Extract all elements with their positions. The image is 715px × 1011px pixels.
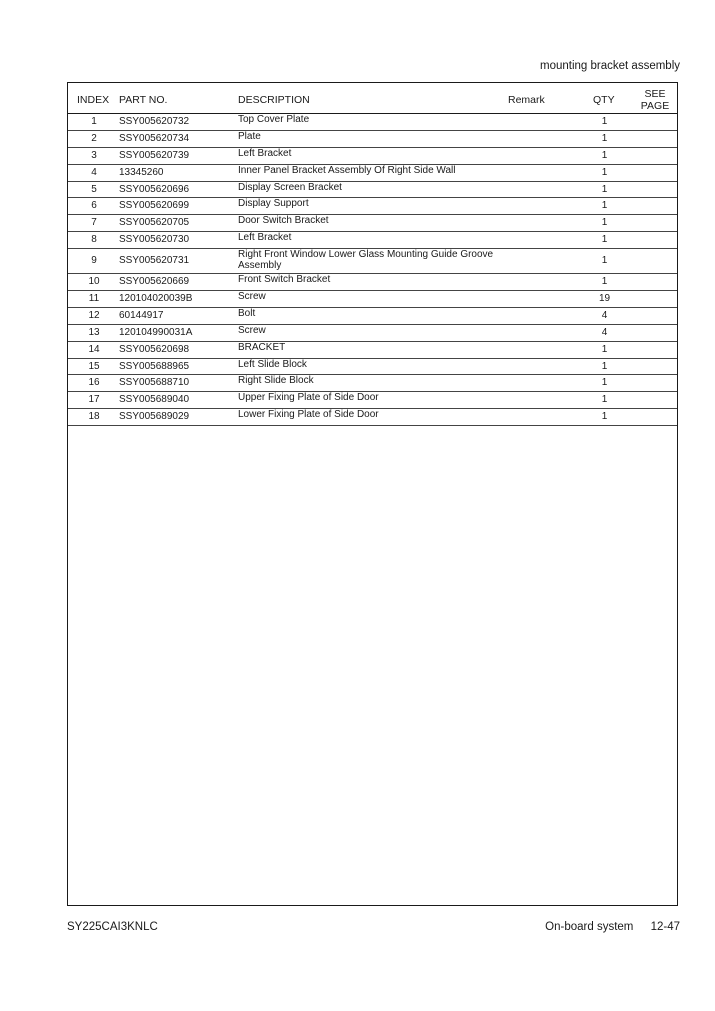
cell-description: Screw bbox=[238, 291, 266, 303]
cell-index: 18 bbox=[88, 411, 100, 423]
cell-part-no: SSY005620739 bbox=[119, 149, 190, 161]
table-row bbox=[68, 114, 677, 131]
cell-index: 9 bbox=[91, 255, 97, 267]
cell-description: Right Slide Block bbox=[238, 375, 314, 387]
column-header-part-no: PART NO. bbox=[119, 94, 168, 106]
cell-part-no: SSY005688710 bbox=[119, 377, 190, 389]
cell-qty: 1 bbox=[601, 360, 608, 372]
cell-index: 12 bbox=[88, 309, 100, 321]
cell-part-no: SSY005689040 bbox=[119, 394, 190, 406]
table-row bbox=[68, 131, 677, 148]
cell-index: 7 bbox=[91, 217, 97, 229]
cell-description: Plate bbox=[238, 130, 261, 142]
cell-part-no: SSY005688965 bbox=[119, 360, 190, 372]
cell-description: Upper Fixing Plate of Side Door bbox=[238, 392, 379, 404]
cell-index: 16 bbox=[88, 377, 100, 389]
cell-part-no: SSY005620731 bbox=[119, 255, 190, 267]
cell-part-no: 60144917 bbox=[119, 309, 164, 321]
cell-qty: 4 bbox=[601, 309, 608, 321]
cell-part-no: 120104990031A bbox=[119, 326, 193, 338]
column-header-description: DESCRIPTION bbox=[238, 94, 310, 106]
cell-qty: 1 bbox=[601, 394, 608, 406]
footer-page-number: 12-47 bbox=[650, 921, 680, 933]
table-row bbox=[68, 198, 677, 215]
table-header bbox=[68, 83, 677, 114]
cell-part-no: SSY005620730 bbox=[119, 234, 190, 246]
table-row bbox=[68, 182, 677, 199]
footer-right bbox=[545, 921, 680, 933]
cell-qty: 1 bbox=[601, 255, 608, 267]
see-page-line2: PAGE bbox=[640, 100, 670, 112]
column-header-see-page bbox=[633, 88, 677, 112]
cell-index: 6 bbox=[91, 200, 97, 212]
parts-table bbox=[67, 82, 678, 906]
table-row bbox=[68, 232, 677, 249]
table-row bbox=[68, 308, 677, 325]
see-page-line1: SEE bbox=[644, 88, 666, 100]
cell-part-no: SSY005620734 bbox=[119, 132, 190, 144]
cell-qty: 1 bbox=[601, 411, 608, 423]
cell-index: 17 bbox=[88, 394, 100, 406]
column-header-qty: QTY bbox=[593, 94, 615, 106]
cell-description: Door Switch Bracket bbox=[238, 215, 329, 227]
cell-qty: 1 bbox=[601, 217, 608, 229]
cell-description: Left Bracket bbox=[238, 232, 292, 244]
cell-qty: 1 bbox=[601, 234, 608, 246]
cell-index: 13 bbox=[88, 326, 100, 338]
cell-index: 8 bbox=[91, 234, 97, 246]
cell-qty: 1 bbox=[601, 343, 608, 355]
cell-description: Right Front Window Lower Glass Mounting Guide Groove Assembly bbox=[238, 249, 494, 272]
cell-part-no: SSY005620732 bbox=[119, 116, 190, 127]
table-row bbox=[68, 291, 677, 308]
table-row bbox=[68, 392, 677, 409]
table-row bbox=[68, 375, 677, 392]
column-header-remark: Remark bbox=[508, 94, 545, 106]
table-row bbox=[68, 165, 677, 182]
cell-part-no: 120104020039B bbox=[119, 293, 193, 305]
cell-index: 3 bbox=[91, 149, 97, 161]
cell-part-no: SSY005620699 bbox=[119, 200, 190, 212]
page-footer bbox=[67, 921, 680, 935]
cell-index: 10 bbox=[88, 276, 100, 288]
cell-description: Screw bbox=[238, 324, 266, 336]
cell-part-no: SSY005620696 bbox=[119, 183, 190, 195]
footer-section: On-board system bbox=[545, 921, 634, 933]
table-body bbox=[68, 114, 677, 426]
table-row bbox=[68, 325, 677, 342]
cell-description: Display Support bbox=[238, 198, 309, 210]
cell-qty: 19 bbox=[598, 293, 611, 305]
cell-qty: 4 bbox=[601, 326, 608, 338]
cell-description: Top Cover Plate bbox=[238, 114, 310, 125]
cell-description: Lower Fixing Plate of Side Door bbox=[238, 409, 379, 421]
cell-description: Inner Panel Bracket Assembly Of Right Side Wall bbox=[238, 164, 456, 176]
table-row bbox=[68, 274, 677, 291]
page-header-title: mounting bracket assembly bbox=[540, 60, 680, 72]
cell-index: 4 bbox=[91, 166, 97, 178]
cell-description: Display Screen Bracket bbox=[238, 181, 342, 193]
cell-description: Front Switch Bracket bbox=[238, 274, 331, 286]
table-row bbox=[68, 359, 677, 376]
cell-part-no: SSY005620698 bbox=[119, 343, 190, 355]
cell-part-no: SSY005620669 bbox=[119, 276, 190, 288]
cell-part-no: 13345260 bbox=[119, 166, 164, 178]
cell-qty: 1 bbox=[601, 116, 608, 127]
footer-model: SY225CAI3KNLC bbox=[67, 921, 158, 933]
table-row bbox=[68, 148, 677, 165]
cell-description: Left Bracket bbox=[238, 147, 292, 159]
cell-qty: 1 bbox=[601, 132, 608, 144]
cell-part-no: SSY005620705 bbox=[119, 217, 190, 229]
cell-index: 14 bbox=[88, 343, 100, 355]
cell-qty: 1 bbox=[601, 377, 608, 389]
cell-qty: 1 bbox=[601, 183, 608, 195]
cell-qty: 1 bbox=[601, 276, 608, 288]
cell-description: Bolt bbox=[238, 307, 256, 319]
cell-qty: 1 bbox=[601, 166, 608, 178]
table-row bbox=[68, 342, 677, 359]
cell-qty: 1 bbox=[601, 200, 608, 212]
cell-index: 2 bbox=[91, 132, 97, 144]
cell-part-no: SSY005689029 bbox=[119, 411, 190, 423]
cell-description: BRACKET bbox=[238, 341, 286, 353]
cell-index: 11 bbox=[88, 293, 100, 305]
table-row bbox=[68, 249, 677, 274]
cell-index: 15 bbox=[88, 360, 100, 372]
table-row bbox=[68, 409, 677, 426]
cell-description: Left Slide Block bbox=[238, 358, 307, 370]
cell-index: 1 bbox=[91, 116, 97, 127]
table-row bbox=[68, 215, 677, 232]
cell-qty: 1 bbox=[601, 149, 608, 161]
cell-index: 5 bbox=[91, 183, 97, 195]
column-header-index: INDEX bbox=[77, 94, 110, 106]
